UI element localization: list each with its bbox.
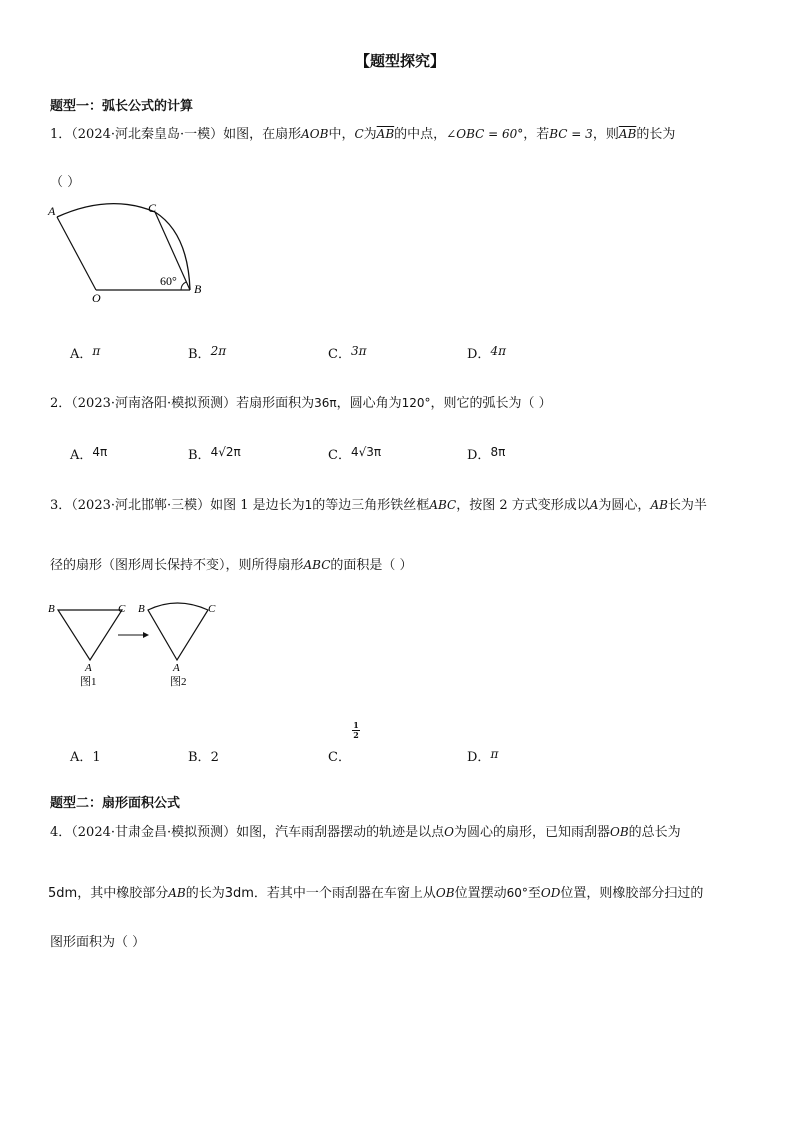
q1-option-a[interactable]	[70, 343, 100, 362]
q4-math-od: OD	[540, 886, 561, 900]
q1-option-c[interactable]	[328, 343, 366, 362]
q3-math-center: A	[589, 498, 599, 512]
question-4-text-line3: 图形面积为（ ）	[50, 935, 146, 950]
option-value: 1	[92, 750, 101, 765]
question-2-text	[50, 394, 552, 413]
q1-math-bc: BC = 3	[549, 127, 593, 141]
option-label: C．	[328, 448, 351, 463]
q3-math-sector: ABC	[303, 558, 331, 572]
q1-option-b[interactable]	[188, 343, 226, 362]
q4-text-part: 位置摆动	[454, 886, 507, 901]
q1-label-c: C	[148, 201, 157, 215]
q2-text-part: 2．（2023·河南洛阳·模拟预测）若扇形面积为	[50, 396, 315, 411]
q4-text-part: 的总长为	[628, 825, 681, 840]
q3-text-part: 的面积是（ ）	[330, 558, 413, 573]
q3-option-a[interactable]	[70, 746, 101, 765]
option-label: D．	[467, 347, 491, 362]
q3-text-part: 径的扇形（图形周长保持不变），则所得扇形	[50, 558, 304, 573]
q1-text-part: ，若	[523, 127, 550, 142]
q3-label-b1: B	[48, 603, 55, 615]
q3-label-b2: B	[138, 603, 145, 615]
q3-math-radius: AB	[650, 498, 668, 512]
q1-text-part: 的中点，	[394, 127, 447, 142]
option-label: D．	[467, 448, 491, 463]
q3-text-part: 3．（2023·河北邯郸·三模）如图 1 是边长为	[50, 498, 305, 513]
q1-angle-mark	[181, 282, 186, 290]
question-3-text-line2	[50, 556, 413, 575]
option-value: π	[490, 747, 499, 761]
q1-label-b: B	[194, 282, 202, 296]
q2-text-part: ，圆心角为	[336, 396, 402, 411]
q4-math-ab: AB	[168, 886, 186, 900]
q1-math-arc-ab: $\overline{AB}$	[376, 127, 395, 141]
option-value: 3π	[350, 344, 367, 358]
option-label: B．	[188, 347, 211, 362]
option-value: 8π	[490, 445, 506, 459]
q3-triangle	[58, 610, 122, 660]
option-value: 4√2π	[210, 445, 241, 459]
q3-text-part: 的等边三角形铁丝框	[312, 498, 430, 513]
question-3-text	[50, 496, 707, 515]
q2-option-a[interactable]	[70, 444, 107, 463]
q1-sector-figure	[40, 195, 220, 305]
q1-text-part: 1．（2024·河北秦皇岛·一模）如图，在扇形	[50, 127, 302, 142]
q3-caption-2: 图2	[170, 676, 187, 688]
q2-math-angle: 120°	[401, 396, 431, 410]
question-4-text	[50, 823, 681, 842]
q4-text-part: ，其中橡胶部分	[77, 886, 169, 901]
q3-option-b[interactable]	[188, 746, 219, 765]
option-value: 4π	[490, 344, 506, 358]
fraction-denominator: 2	[353, 730, 359, 740]
q1-text-part: 的长为	[636, 127, 676, 142]
q1-math-arc-ab-2: $\overline{AB}$	[618, 127, 637, 141]
q4-math-rubber: 3dm	[224, 886, 254, 901]
question-1-text	[50, 125, 675, 144]
option-label: B．	[188, 750, 211, 765]
section-heading-arc-length: 题型一：弧长公式的计算	[50, 99, 194, 114]
q3-sector	[148, 603, 208, 660]
q3-label-a2: A	[173, 662, 180, 674]
q3-option-c[interactable]	[328, 746, 351, 765]
q1-label-a: A	[48, 204, 56, 218]
q3-label-c1: C	[118, 603, 126, 615]
q2-option-c[interactable]	[328, 444, 381, 463]
option-value: 4√3π	[350, 445, 382, 459]
question-4-text-line2	[48, 884, 703, 903]
option-label: A．	[70, 448, 93, 463]
q1-text-part: 中，	[328, 127, 355, 142]
q3-math-side: 1	[304, 498, 313, 512]
q4-math-total: 5dm	[48, 886, 78, 901]
q1-text-part: 为	[363, 127, 377, 142]
q4-math-ob: OB	[609, 825, 629, 839]
q3-text-part: 长为半	[667, 498, 707, 513]
q1-answer-parentheses: （ ）	[50, 175, 81, 190]
q3-math-triangle: ABC	[429, 498, 457, 512]
option-value: 2π	[210, 344, 227, 358]
q4-math-o: O	[444, 825, 454, 839]
option-label: C．	[328, 347, 351, 362]
option-label: C．	[328, 750, 351, 765]
q1-label-o: O	[92, 291, 101, 305]
option-value: π	[92, 344, 101, 358]
q3-caption-1: 图1	[80, 676, 97, 688]
q4-text-part: ．若其中一个雨刮器在车窗上从	[253, 886, 436, 901]
q4-math-ob2: OB	[435, 886, 455, 900]
q3-text-part: 为圆心，	[598, 498, 651, 513]
option-label: A．	[70, 347, 93, 362]
q1-option-d[interactable]	[467, 343, 506, 362]
q3-option-d[interactable]	[467, 746, 498, 765]
page-title: 【题型探究】	[354, 52, 445, 70]
q1-label-angle: 60°	[160, 274, 177, 288]
q1-math-angle: ∠OBC = 60°	[446, 127, 524, 141]
q3-arrow-head	[143, 632, 149, 638]
q2-text-part: ，则它的弧长为（ ）	[430, 396, 552, 411]
q4-text-part: 至	[527, 886, 541, 901]
q2-option-d[interactable]	[467, 444, 505, 463]
q4-math-angle: 60°	[506, 886, 528, 900]
q3-figure	[40, 598, 230, 693]
option-label: A．	[70, 750, 93, 765]
q3-label-c2: C	[208, 603, 216, 615]
fraction-numerator: 1	[353, 720, 359, 730]
q1-segment-oa	[57, 217, 96, 290]
option-value: 2	[210, 750, 219, 765]
q4-text-part: 4．（2024·甘肃金昌·模拟预测）如图，汽车雨刮器摆动的轨迹是以点	[50, 825, 445, 840]
q1-math-point-c: C	[354, 127, 364, 141]
q1-math-sector: AOB	[301, 127, 329, 141]
q4-text-part: 的长为	[185, 886, 225, 901]
q2-option-b[interactable]	[188, 444, 241, 463]
q4-text-part: 为圆心的扇形，已知雨刮器	[453, 825, 610, 840]
q2-math-area: 36π	[314, 396, 337, 410]
q1-text-part: ，则	[592, 127, 619, 142]
option-label: B．	[188, 448, 211, 463]
option-value: 4π	[92, 445, 108, 459]
q3-option-c-fraction	[351, 721, 361, 740]
q3-label-a1: A	[85, 662, 92, 674]
q3-text-part: ，按图 2 方式变形成以	[456, 498, 590, 513]
q4-text-part: 位置，则橡胶部分扫过的	[560, 886, 704, 901]
option-label: D．	[467, 750, 491, 765]
section-heading-sector-area: 题型二：扇形面积公式	[50, 796, 181, 811]
